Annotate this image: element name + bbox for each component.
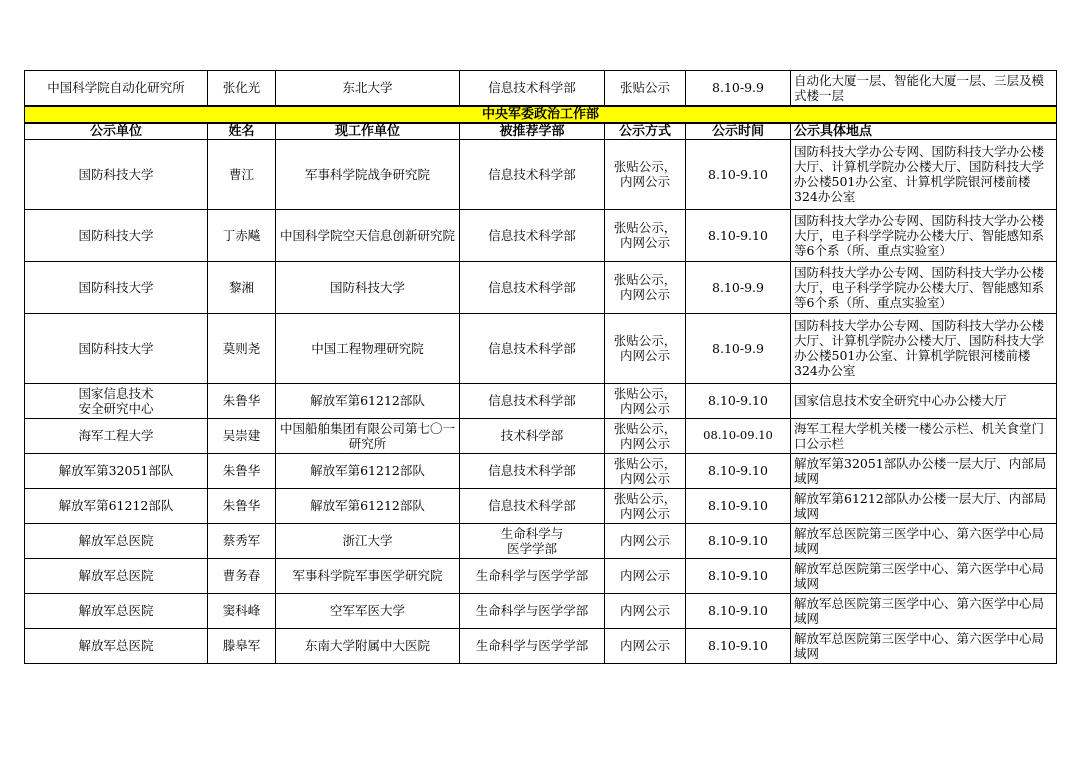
cell-name: 黎湘: [208, 261, 276, 313]
cell-time: 8.10-9.10: [686, 383, 791, 418]
cell-work-unit: 中国船舶集团有限公司第七〇一研究所: [276, 418, 460, 453]
cell-work-unit: 国防科技大学: [276, 261, 460, 313]
section-row: [25, 106, 1057, 123]
table-row: [25, 209, 1057, 261]
table-row: [25, 139, 1057, 209]
cell-unit: 国防科技大学: [25, 261, 208, 313]
cell-unit: 国家信息技术 安全研究中心: [25, 383, 208, 418]
header-location: 公示具体地点: [791, 123, 1057, 140]
table-row: [25, 383, 1057, 418]
cell-method: 内网公示: [605, 628, 686, 663]
cell-work-unit: 中国科学院空天信息创新研究院: [276, 209, 460, 261]
cell-work-unit: 东南大学附属中大医院: [276, 628, 460, 663]
cell-unit: 国防科技大学: [25, 139, 208, 209]
cell-dept: 生命科学与医学学部: [460, 558, 605, 593]
cell-name: 朱鲁华: [208, 383, 276, 418]
header-row: [25, 123, 1057, 140]
table-row: [25, 523, 1057, 558]
cell-unit: 解放军总医院: [25, 628, 208, 663]
table-row: [25, 418, 1057, 453]
cell-time: 8.10-9.10: [686, 523, 791, 558]
cell-dept: 生命科学与医学学部: [460, 593, 605, 628]
header-time: 公示时间: [686, 123, 791, 140]
publicity-table: [24, 70, 1057, 664]
table-row: [25, 488, 1057, 523]
cell-location: 解放军第61212部队办公楼一层大厅、内部局域网: [791, 488, 1057, 523]
cell-dept: 生命科学与 医学学部: [460, 523, 605, 558]
cell-unit: 海军工程大学: [25, 418, 208, 453]
cell-time: 8.10-9.9: [686, 313, 791, 383]
cell-dept: 信息技术科学部: [460, 71, 605, 106]
cell-time: 8.10-9.10: [686, 209, 791, 261]
table-row: [25, 628, 1057, 663]
table-row: [25, 313, 1057, 383]
cell-name: 滕皋军: [208, 628, 276, 663]
cell-time: 08.10-09.10: [686, 418, 791, 453]
header-name: 姓名: [208, 123, 276, 140]
table-row: [25, 453, 1057, 488]
cell-name: 蔡秀军: [208, 523, 276, 558]
cell-name: 曹江: [208, 139, 276, 209]
cell-unit: 解放军第32051部队: [25, 453, 208, 488]
cell-unit: 国防科技大学: [25, 313, 208, 383]
cell-work-unit: 中国工程物理研究院: [276, 313, 460, 383]
cell-location: 解放军第32051部队办公楼一层大厅、内部局域网: [791, 453, 1057, 488]
cell-dept: 信息技术科学部: [460, 261, 605, 313]
cell-work-unit: 东北大学: [276, 71, 460, 106]
cell-time: 8.10-9.9: [686, 71, 791, 106]
cell-location: 自动化大厦一层、智能化大厦一层、三层及模式楼一层: [791, 71, 1057, 106]
cell-unit: 解放军第61212部队: [25, 488, 208, 523]
cell-work-unit: 空军军医大学: [276, 593, 460, 628]
cell-location: 国防科技大学办公专网、国防科技大学办公楼大厅，电子科学学院办公楼大厅、智能感知系等6个系（所、重点实验室）: [791, 261, 1057, 313]
cell-time: 8.10-9.10: [686, 558, 791, 593]
table-row: [25, 261, 1057, 313]
cell-time: 8.10-9.9: [686, 261, 791, 313]
cell-method: 张贴公示， 内网公示: [605, 488, 686, 523]
cell-method: 张贴公示， 内网公示: [605, 139, 686, 209]
cell-dept: 技术科学部: [460, 418, 605, 453]
cell-dept: 信息技术科学部: [460, 209, 605, 261]
header-method: 公示方式: [605, 123, 686, 140]
cell-name: 丁赤飚: [208, 209, 276, 261]
cell-time: 8.10-9.10: [686, 628, 791, 663]
cell-location: 国防科技大学办公专网、国防科技大学办公楼大厅，电子科学学院办公楼大厅、智能感知系等6个系（所、重点实验室）: [791, 209, 1057, 261]
cell-location: 解放军总医院第三医学中心、第六医学中心局域网: [791, 523, 1057, 558]
cell-method: 内网公示: [605, 523, 686, 558]
cell-dept: 信息技术科学部: [460, 313, 605, 383]
cell-unit: 中国科学院自动化研究所: [25, 71, 208, 106]
cell-work-unit: 解放军第61212部队: [276, 453, 460, 488]
cell-time: 8.10-9.10: [686, 488, 791, 523]
cell-method: 张贴公示， 内网公示: [605, 261, 686, 313]
cell-unit: 解放军总医院: [25, 593, 208, 628]
cell-name: 莫则尧: [208, 313, 276, 383]
cell-method: 张贴公示: [605, 71, 686, 106]
cell-dept: 生命科学与医学学部: [460, 628, 605, 663]
cell-unit: 国防科技大学: [25, 209, 208, 261]
cell-work-unit: 解放军第61212部队: [276, 383, 460, 418]
cell-work-unit: 军事科学院军事医学研究院: [276, 558, 460, 593]
cell-unit: 解放军总医院: [25, 523, 208, 558]
cell-name: 曹务春: [208, 558, 276, 593]
section-title: 中央军委政治工作部: [25, 106, 1057, 123]
cell-method: 张贴公示， 内网公示: [605, 209, 686, 261]
cell-location: 国家信息技术安全研究中心办公楼大厅: [791, 383, 1057, 418]
cell-dept: 信息技术科学部: [460, 453, 605, 488]
cell-method: 张贴公示， 内网公示: [605, 383, 686, 418]
cell-method: 内网公示: [605, 558, 686, 593]
cell-location: 国防科技大学办公专网、国防科技大学办公楼大厅、计算机学院办公楼大厅、国防科技大学办公楼501办公室、计算机学院银河楼前楼324办公室: [791, 313, 1057, 383]
cell-name: 朱鲁华: [208, 488, 276, 523]
header-unit: 公示单位: [25, 123, 208, 140]
cell-time: 8.10-9.10: [686, 139, 791, 209]
cell-method: 内网公示: [605, 593, 686, 628]
cell-name: 张化光: [208, 71, 276, 106]
table-row: [25, 558, 1057, 593]
cell-work-unit: 浙江大学: [276, 523, 460, 558]
cell-location: 国防科技大学办公专网、国防科技大学办公楼大厅、计算机学院办公楼大厅、国防科技大学办公楼501办公室、计算机学院银河楼前楼324办公室: [791, 139, 1057, 209]
cell-work-unit: 解放军第61212部队: [276, 488, 460, 523]
cell-location: 海军工程大学机关楼一楼公示栏、机关食堂门口公示栏: [791, 418, 1057, 453]
cell-name: 朱鲁华: [208, 453, 276, 488]
cell-work-unit: 军事科学院战争研究院: [276, 139, 460, 209]
header-work-unit: 现工作单位: [276, 123, 460, 140]
cell-method: 张贴公示， 内网公示: [605, 313, 686, 383]
cell-location: 解放军总医院第三医学中心、第六医学中心局域网: [791, 628, 1057, 663]
cell-location: 解放军总医院第三医学中心、第六医学中心局域网: [791, 593, 1057, 628]
cell-location: 解放军总医院第三医学中心、第六医学中心局域网: [791, 558, 1057, 593]
cell-method: 张贴公示， 内网公示: [605, 453, 686, 488]
table-row: [25, 593, 1057, 628]
cell-name: 吴崇建: [208, 418, 276, 453]
cell-time: 8.10-9.10: [686, 453, 791, 488]
top-row: [25, 71, 1057, 106]
cell-time: 8.10-9.10: [686, 593, 791, 628]
cell-method: 张贴公示， 内网公示: [605, 418, 686, 453]
cell-dept: 信息技术科学部: [460, 383, 605, 418]
cell-unit: 解放军总医院: [25, 558, 208, 593]
header-dept: 被推荐学部: [460, 123, 605, 140]
cell-dept: 信息技术科学部: [460, 488, 605, 523]
cell-name: 窦科峰: [208, 593, 276, 628]
cell-dept: 信息技术科学部: [460, 139, 605, 209]
